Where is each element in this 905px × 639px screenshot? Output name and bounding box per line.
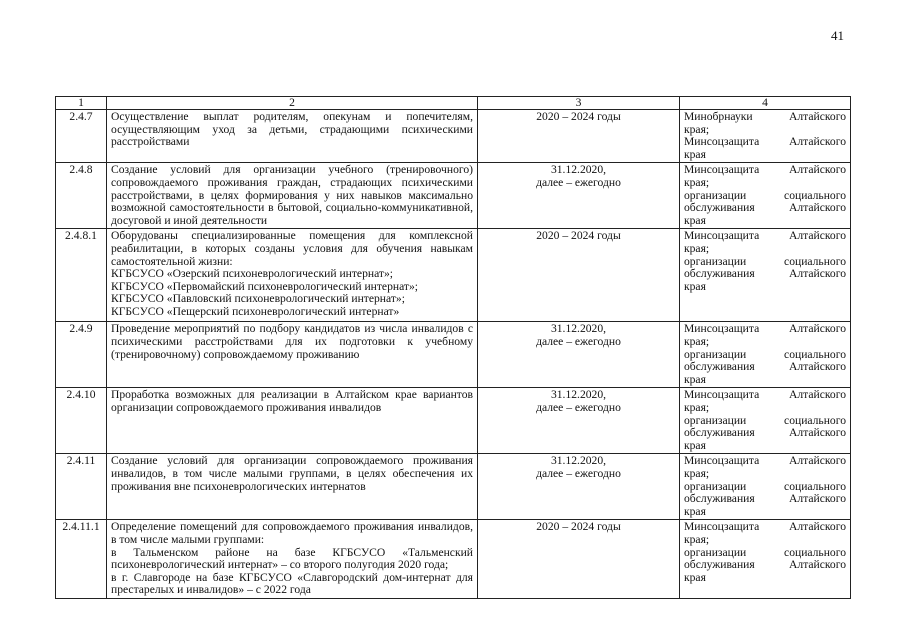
deadline-line: далее – ежегодно (536, 466, 621, 480)
measure-description (107, 229, 478, 322)
executor-line: Минсоцзащита Алтайского (684, 229, 846, 243)
measure-description (107, 454, 478, 520)
column-header-deadline: 3 (478, 97, 680, 110)
measure-description (107, 520, 478, 599)
deadline-line: далее – ежегодно (536, 334, 621, 348)
executor-line: обслуживания Алтайского (684, 201, 846, 215)
deadline (478, 229, 680, 322)
executor-line: края (684, 372, 706, 386)
deadline-line: далее – ежегодно (536, 400, 621, 414)
executor-line: Минсоцзащита Алтайского (684, 520, 846, 534)
measure-description (107, 163, 478, 229)
deadline (478, 388, 680, 454)
table-row (56, 388, 851, 454)
column-header-executor: 4 (680, 97, 851, 110)
executor-line: края; (684, 532, 710, 546)
executor-line: Минсоцзащита Алтайского (684, 135, 846, 149)
executor-line: организации социального (684, 188, 846, 202)
row-number: 2.4.8.1 (56, 229, 107, 322)
table-row (56, 322, 851, 388)
executor-line: Минсоцзащита Алтайского (684, 163, 846, 177)
deadline-line: далее – ежегодно (536, 175, 621, 189)
table-row (56, 229, 851, 322)
description-paragraph: КГБСУСО «Первомайский психоневрологический интернат»; (111, 279, 419, 293)
executor-line: организации социального (684, 254, 846, 268)
description-paragraph: Создание условий для организации учебного (тренировочного) сопровождаемого проживания граждан, страдающих психическими расстройствами, в целях формирования у них навыков максимально возможной самостоятельности в бытовой, социально-коммуникативной, досуговой и иной деятельности (111, 163, 473, 227)
executor-line: края; (684, 175, 710, 189)
table-row (56, 520, 851, 599)
executor-line: обслуживания Алтайского (684, 492, 846, 506)
executor (680, 110, 851, 163)
deadline-line: 2020 – 2024 годы (536, 110, 621, 123)
executor (680, 229, 851, 322)
executor-line: края (684, 504, 706, 518)
executor-line: Минсоцзащита Алтайского (684, 388, 846, 402)
executor-line: обслуживания Алтайского (684, 426, 846, 440)
deadline (478, 163, 680, 229)
executor-line: организации социального (684, 413, 846, 427)
table-row (56, 110, 851, 163)
deadline-line: 2020 – 2024 годы (536, 520, 621, 534)
row-number: 2.4.10 (56, 388, 107, 454)
row-number: 2.4.8 (56, 163, 107, 229)
row-number: 2.4.7 (56, 110, 107, 163)
description-paragraph: Оборудованы специализированные помещения для комплексной реабилитации, в которых созданы условия для обучения навыкам самостоятельной жизни: (111, 229, 473, 268)
description-paragraph: Определение помещений для сопровождаемого проживания инвалидов, в том числе малыми группами: (111, 520, 473, 546)
executor-line: организации социального (684, 347, 846, 361)
executor-line: края; (684, 334, 710, 348)
table-row (56, 163, 851, 229)
column-header-number: 1 (56, 97, 107, 110)
table-row (56, 454, 851, 520)
executor (680, 322, 851, 388)
executor (680, 163, 851, 229)
executor-line: края (684, 438, 706, 452)
description-paragraph: КГБСУСО «Пещерский психоневрологический интернат» (111, 304, 400, 318)
row-number: 2.4.9 (56, 322, 107, 388)
executor-line: края (684, 279, 706, 293)
measures-table (55, 96, 851, 599)
description-paragraph: КГБСУСО «Павловский психоневрологический интернат»; (111, 292, 405, 306)
description-paragraph: Проведение мероприятий по подбору кандидатов из числа инвалидов с психическими расстройствами для их подготовки к учебному (тренировочному) сопровождаемому проживанию (111, 322, 473, 361)
measure-description (107, 110, 478, 163)
executor-line: обслуживания Алтайского (684, 558, 846, 572)
description-paragraph: КГБСУСО «Озерский психоневрологический интернат»; (111, 267, 394, 281)
executor-line: края; (684, 400, 710, 414)
measure-description (107, 388, 478, 454)
page-number: 41 (831, 28, 844, 43)
deadline-line: 31.12.2020, (550, 163, 607, 177)
description-paragraph: в г. Славгороде на базе КГБСУСО «Славгородский дом-интернат для престарелых и инвалидов» – с 2022 года (111, 570, 473, 597)
description-paragraph: Осуществление выплат родителям, опекунам и попечителям, осуществляющим уход за детьми, страдающими психическими расстройствами (111, 110, 473, 149)
executor-line: края; (684, 466, 710, 480)
description-paragraph: Проработка возможных для реализации в Алтайском крае вариантов организации сопровождаемого проживания инвалидов (111, 388, 473, 414)
executor-line: края (684, 213, 706, 227)
executor-line: обслуживания Алтайского (684, 360, 846, 374)
description-paragraph: Создание условий для организации сопровождаемого проживания инвалидов, в том числе малыми группами, в целях обеспечения их проживания вне психоневрологических интернатов (111, 454, 473, 493)
deadline (478, 322, 680, 388)
table-header-row (56, 97, 851, 110)
executor-line: края; (684, 122, 710, 136)
executor-line: Минсоцзащита Алтайского (684, 322, 846, 336)
executor-line: обслуживания Алтайского (684, 267, 846, 281)
executor-line: организации социального (684, 479, 846, 493)
deadline (478, 454, 680, 520)
executor (680, 388, 851, 454)
executor-line: Минсоцзащита Алтайского (684, 454, 846, 468)
deadline-line: 31.12.2020, (550, 454, 607, 468)
deadline-line: 2020 – 2024 годы (536, 229, 621, 243)
deadline (478, 110, 680, 163)
deadline (478, 520, 680, 599)
executor-line: организации социального (684, 545, 846, 559)
deadline-line: 31.12.2020, (550, 322, 607, 336)
row-number: 2.4.11.1 (56, 520, 107, 599)
row-number: 2.4.11 (56, 454, 107, 520)
executor-line: края (684, 147, 706, 161)
measure-description (107, 322, 478, 388)
executor (680, 454, 851, 520)
executor (680, 520, 851, 599)
executor-line: края (684, 570, 706, 584)
executor-line: Минобрнауки Алтайского (684, 110, 846, 123)
deadline-line: 31.12.2020, (550, 388, 607, 402)
executor-line: края; (684, 241, 710, 255)
description-paragraph: в Тальменском районе на базе КГБСУСО «Тальменский психоневрологический интернат» – со второго полугодия 2020 года; (111, 545, 473, 572)
column-header-measure: 2 (107, 97, 478, 110)
